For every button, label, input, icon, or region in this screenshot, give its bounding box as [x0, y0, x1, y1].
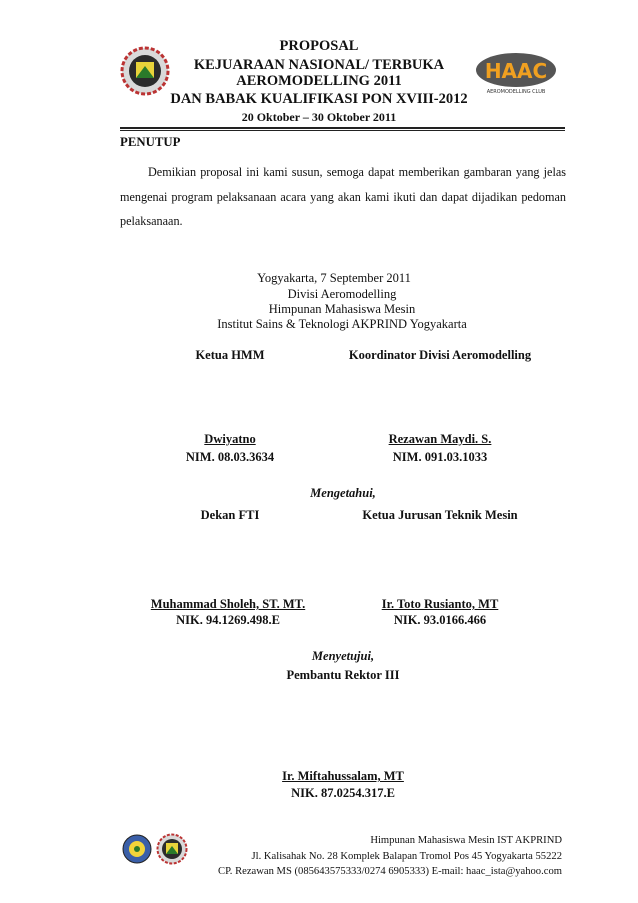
pembantu-rektor-title: Pembantu Rektor III	[286, 668, 400, 682]
ketua-hmm-id: NIM. 08.03.3634	[185, 450, 275, 464]
footer-address: Jl. Kalisahak No. 28 Komplek Balapan Tromol Pos 45 Yogyakarta 55222	[251, 851, 562, 862]
menyetujui-label: Menyetujui,	[311, 649, 375, 663]
header-qualification: DAN BABAK KUALIFIKASI PON XVIII-2012	[170, 91, 468, 107]
header-divider	[120, 127, 565, 129]
footer-contact: CP. Rezawan MS (085643575333/0274 6905333) E-mail: haac_ista@yahoo.com	[218, 866, 562, 877]
org-himpunan: Himpunan Mahasiswa Mesin	[268, 302, 416, 316]
footer-emblem-logo	[122, 834, 152, 864]
org-institute: Institut Sains & Teknologi AKPRIND Yogyakarta	[217, 317, 467, 331]
ketua-hmm-title: Ketua HMM	[195, 348, 265, 362]
kajur-name: Ir. Toto Rusianto, MT	[381, 597, 499, 611]
section-title: PENUTUP	[120, 135, 181, 149]
place-date: Yogyakarta, 7 September 2011	[257, 271, 411, 285]
footer-institute-logo	[156, 833, 188, 865]
ketua-hmm-name: Dwiyatno	[204, 432, 256, 446]
dekan-id: NIK. 94.1269.498.E	[176, 613, 280, 627]
pembantu-rektor-id: NIK. 87.0254.317.E	[291, 786, 395, 800]
closing-paragraph: Demikian proposal ini kami susun, semoga dapat memberikan gambaran yang jelas mengenai program pelaksanaan acara yang akan kami ikuti dan dapat dijadikan pedoman pelaksanaan.	[120, 165, 566, 228]
kajur-id: NIK. 93.0166.466	[393, 613, 487, 627]
header-event: KEJUARAAN NASIONAL/ TERBUKA	[193, 57, 445, 73]
haac-logo-text: HAAC	[484, 59, 548, 83]
header-title: PROPOSAL	[279, 38, 359, 54]
org-division: Divisi Aeromodelling	[287, 287, 397, 301]
footer-org: Himpunan Mahasiswa Mesin IST AKPRIND	[370, 835, 562, 846]
mengetahui-label: Mengetahui,	[310, 486, 376, 500]
header-dates: 20 Oktober – 30 Oktober 2011	[241, 110, 397, 124]
koordinator-name: Rezawan Maydi. S.	[388, 432, 492, 446]
header-divider-thin	[120, 130, 565, 131]
koordinator-id: NIM. 091.03.1033	[392, 450, 488, 464]
dekan-title: Dekan FTI	[200, 508, 260, 522]
koordinator-title: Koordinator Divisi Aeromodelling	[348, 348, 532, 362]
pembantu-rektor-name: Ir. Miftahussalam, MT	[282, 769, 404, 783]
header-event-year: AEROMODELLING 2011	[236, 73, 402, 89]
dekan-name: Muhammad Sholeh, ST. MT.	[150, 597, 306, 611]
kajur-title: Ketua Jurusan Teknik Mesin	[362, 508, 518, 522]
haac-logo-subtext: AEROMODELLING CLUB	[486, 89, 546, 95]
